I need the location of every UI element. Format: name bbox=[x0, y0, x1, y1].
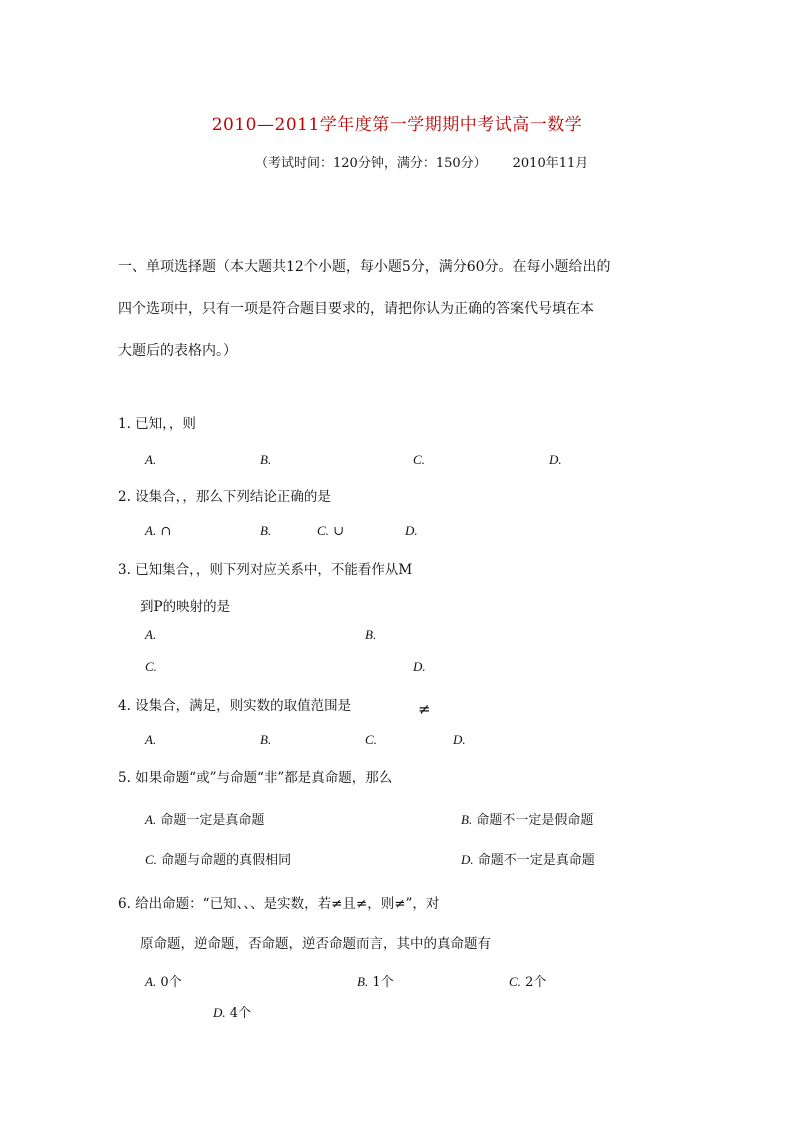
option-text: ∪ bbox=[333, 524, 344, 539]
option-label: C. bbox=[317, 523, 329, 538]
question-5-stem: 5. 如果命题“或”与命题“非”都是真命题，那么 bbox=[118, 770, 393, 786]
option-label: A. bbox=[145, 974, 157, 989]
option-label: D. bbox=[453, 732, 466, 747]
exam-title: 2010—2011学年度第一学期期中考试高一数学 bbox=[211, 115, 583, 135]
option-label: D. bbox=[405, 523, 418, 538]
question-3-option-c bbox=[145, 659, 157, 675]
option-label: C. bbox=[145, 659, 157, 674]
question-3-stem: 3. 已知集合，，则下列对应关系中，不能看作从M bbox=[118, 562, 413, 578]
option-text: ∩ bbox=[160, 524, 172, 539]
option-label: A. bbox=[145, 732, 157, 747]
question-2-stem: 2. 设集合，，那么下列结论正确的是 bbox=[118, 489, 331, 505]
option-text: 命题与命题的真假相同 bbox=[161, 853, 292, 868]
question-1-stem: 1. 已知，，则 bbox=[118, 416, 196, 432]
not-equal-symbol: ≠ bbox=[418, 700, 431, 718]
option-label: B. bbox=[365, 627, 377, 642]
question-5-option-b bbox=[461, 809, 593, 828]
exam-info: （考试时间：120分钟，满分：150分） bbox=[255, 156, 487, 171]
question-2-option-a bbox=[145, 523, 171, 539]
question-4-stem: 4. 设集合，满足，则实数的取值范围是 bbox=[118, 698, 352, 714]
option-label: C. bbox=[365, 732, 377, 747]
question-6-option-b bbox=[357, 971, 394, 990]
option-label: B. bbox=[260, 452, 272, 467]
option-label: A. bbox=[145, 452, 157, 467]
option-label: D. bbox=[413, 659, 426, 674]
option-label: C. bbox=[145, 852, 157, 867]
question-6-stem-continued: 原命题，逆命题，否命题，逆否命题而言，其中的真命题有 bbox=[140, 936, 491, 952]
option-text: 2个 bbox=[525, 975, 547, 990]
option-label: A. bbox=[145, 627, 157, 642]
question-1-option-d bbox=[549, 452, 562, 468]
exam-subtitle bbox=[255, 152, 588, 171]
option-text: 命题不一定是假命题 bbox=[476, 813, 594, 828]
question-5-option-a bbox=[145, 809, 264, 828]
question-2-option-b bbox=[260, 523, 271, 539]
option-label: B. bbox=[357, 974, 369, 989]
question-5-option-c bbox=[145, 849, 291, 868]
question-5-option-d bbox=[461, 849, 595, 868]
question-2-option-c bbox=[317, 523, 344, 539]
option-label: D. bbox=[461, 852, 474, 867]
question-3-option-d bbox=[413, 659, 426, 675]
question-4-option-b bbox=[260, 732, 271, 748]
section-instructions-line-1: 一、单项选择题（本大题共12个小题，每小题5分，满分60分。在每小题给出的 bbox=[118, 259, 611, 275]
question-4-option-a bbox=[145, 732, 156, 748]
option-label: C. bbox=[509, 974, 521, 989]
option-text: 0个 bbox=[160, 975, 182, 990]
question-3-option-a bbox=[145, 627, 156, 643]
option-label: B. bbox=[260, 732, 272, 747]
question-4-option-c bbox=[365, 732, 377, 748]
question-6-option-a bbox=[145, 971, 182, 990]
question-1-option-b bbox=[260, 452, 271, 468]
option-label: A. bbox=[145, 812, 157, 827]
option-text: 命题不一定是真命题 bbox=[477, 853, 595, 868]
option-label: C. bbox=[413, 452, 425, 467]
section-instructions-line-2: 四个选项中，只有一项是符合题目要求的，请把你认为正确的答案代号填在本 bbox=[118, 301, 594, 317]
question-6-option-c bbox=[509, 971, 546, 990]
option-text: 1个 bbox=[372, 975, 394, 990]
option-text: 命题一定是真命题 bbox=[160, 813, 265, 828]
option-label: B. bbox=[461, 812, 473, 827]
exam-date: 2010年11月 bbox=[512, 156, 589, 171]
question-4-option-d bbox=[453, 732, 466, 748]
option-label: B. bbox=[260, 523, 272, 538]
question-2-option-d bbox=[405, 523, 418, 539]
question-6-stem: 6. 给出命题：“已知、、、是实数，若≠且≠，则≠”，对 bbox=[118, 896, 440, 912]
question-3-option-b bbox=[365, 627, 376, 643]
option-label: A. bbox=[145, 523, 157, 538]
question-3-stem-continued: 到P的映射的是 bbox=[140, 599, 231, 615]
question-1-option-c bbox=[413, 452, 425, 468]
option-label: D. bbox=[549, 452, 562, 467]
section-instructions-line-3: 大题后的表格内。） bbox=[118, 343, 237, 359]
option-text: 4个 bbox=[229, 1006, 252, 1021]
question-1-option-a bbox=[145, 452, 156, 468]
option-label: D. bbox=[213, 1005, 226, 1020]
question-6-option-d bbox=[213, 1002, 251, 1021]
